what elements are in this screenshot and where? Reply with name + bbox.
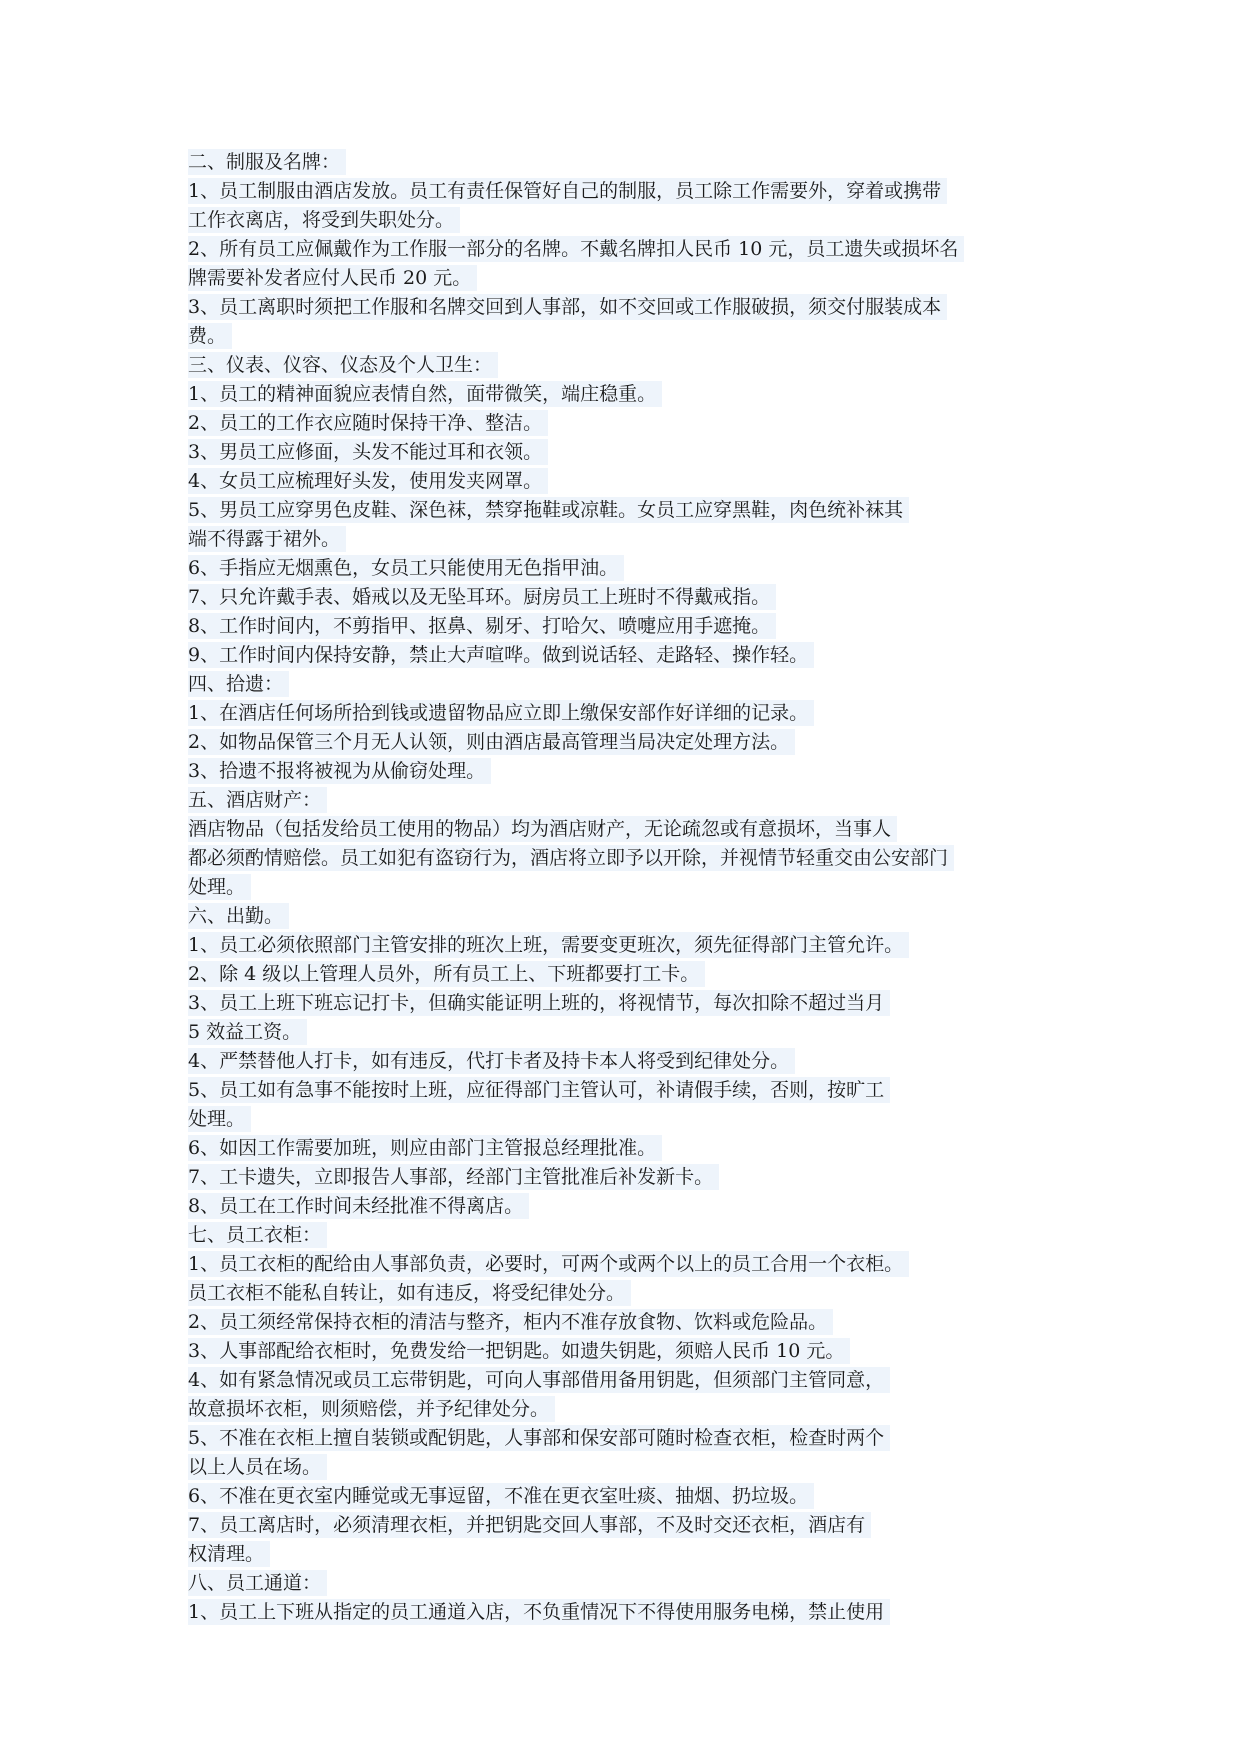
- text-line-content: 员工衣柜不能私自转让，如有违反，将受纪律处分。: [188, 1280, 631, 1306]
- text-line: [188, 206, 1068, 235]
- text-line-content: 5 效益工资。: [188, 1019, 307, 1045]
- text-line: [188, 1540, 1068, 1569]
- text-line: [188, 1047, 1068, 1076]
- text-line-content: 1、员工衣柜的配给由人事部负责，必要时，可两个或两个以上的员工合用一个衣柜。: [188, 1251, 909, 1277]
- text-line: [188, 786, 1068, 815]
- text-line-content: 9、工作时间内保持安静，禁止大声喧哗。做到说话轻、走路轻、操作轻。: [188, 642, 814, 668]
- text-line-content: 6、手指应无烟熏色，女员工只能使用无色指甲油。: [188, 555, 624, 581]
- text-line: [188, 293, 1068, 322]
- text-line-content: 处理。: [188, 874, 251, 900]
- text-line-content: 8、工作时间内，不剪指甲、抠鼻、剔牙、打哈欠、喷嚏应用手遮掩。: [188, 613, 776, 639]
- text-line-content: 7、工卡遗失，立即报告人事部，经部门主管批准后补发新卡。: [188, 1164, 719, 1190]
- text-line: [188, 1250, 1068, 1279]
- text-line-content: 2、除 4 级以上管理人员外，所有员工上、下班都要打工卡。: [188, 961, 705, 987]
- text-line: [188, 177, 1068, 206]
- text-line: [188, 1366, 1068, 1395]
- text-line-content: 2、所有员工应佩戴作为工作服一部分的名牌。不戴名牌扣人民币 10 元，员工遗失或损坏名: [188, 236, 964, 262]
- text-line-content: 七、员工衣柜：: [188, 1222, 327, 1248]
- text-line-content: 处理。: [188, 1106, 251, 1132]
- text-line: [188, 670, 1068, 699]
- text-line: [188, 757, 1068, 786]
- text-line-content: 3、男员工应修面，头发不能过耳和衣领。: [188, 439, 548, 465]
- text-line-content: 四、拾遗：: [188, 671, 289, 697]
- text-line: [188, 554, 1068, 583]
- text-line-content: 牌需要补发者应付人民币 20 元。: [188, 265, 477, 291]
- text-line: [188, 235, 1068, 264]
- text-line: [188, 931, 1068, 960]
- text-line: [188, 699, 1068, 728]
- text-line-content: 2、员工的工作衣应随时保持干净、整洁。: [188, 410, 548, 436]
- text-line-content: 都必须酌情赔偿。员工如犯有盗窃行为，酒店将立即予以开除，并视情节轻重交由公安部门: [188, 845, 954, 871]
- text-line-content: 1、员工制服由酒店发放。员工有责任保管好自己的制服，员工除工作需要外，穿着或携带: [188, 178, 947, 204]
- text-line-content: 权清理。: [188, 1541, 270, 1567]
- text-line-content: 故意损坏衣柜，则须赔偿，并予纪律处分。: [188, 1396, 555, 1422]
- text-line-content: 以上人员在场。: [188, 1454, 327, 1480]
- text-line: [188, 1308, 1068, 1337]
- text-line-content: 2、员工须经常保持衣柜的清洁与整齐，柜内不准存放食物、饮料或危险品。: [188, 1309, 833, 1335]
- text-line: [188, 525, 1068, 554]
- text-line-content: 5、不准在衣柜上擅自装锁或配钥匙，人事部和保安部可随时检查衣柜，检查时两个: [188, 1425, 890, 1451]
- text-line: [188, 1482, 1068, 1511]
- text-line-content: 1、员工的精神面貌应表情自然，面带微笑，端庄稳重。: [188, 381, 662, 407]
- text-line: [188, 960, 1068, 989]
- text-line: [188, 1511, 1068, 1540]
- text-line-content: 5、员工如有急事不能按时上班，应征得部门主管认可，补请假手续，否则，按旷工: [188, 1077, 890, 1103]
- text-line: [188, 1453, 1068, 1482]
- text-line-content: 三、仪表、仪容、仪态及个人卫生：: [188, 352, 498, 378]
- text-line: [188, 148, 1068, 177]
- text-line-content: 3、人事部配给衣柜时，免费发给一把钥匙。如遗失钥匙，须赔人民币 10 元。: [188, 1338, 850, 1364]
- text-line: [188, 1076, 1068, 1105]
- text-line: [188, 1598, 1068, 1627]
- text-line: [188, 1192, 1068, 1221]
- text-line: [188, 815, 1068, 844]
- text-line-content: 7、只允许戴手表、婚戒以及无坠耳环。厨房员工上班时不得戴戒指。: [188, 584, 776, 610]
- text-line-content: 7、员工离店时，必须清理衣柜，并把钥匙交回人事部，不及时交还衣柜，酒店有: [188, 1512, 871, 1538]
- text-line-content: 8、员工在工作时间未经批准不得离店。: [188, 1193, 529, 1219]
- text-line: [188, 1424, 1068, 1453]
- text-line: [188, 1279, 1068, 1308]
- text-line-content: 2、如物品保管三个月无人认领，则由酒店最高管理当局决定处理方法。: [188, 729, 795, 755]
- text-line: [188, 1105, 1068, 1134]
- text-line-content: 费。: [188, 323, 232, 349]
- text-line-content: 六、出勤。: [188, 903, 289, 929]
- text-line: [188, 844, 1068, 873]
- text-line: [188, 1163, 1068, 1192]
- text-line: [188, 438, 1068, 467]
- text-line: [188, 873, 1068, 902]
- text-line: [188, 1018, 1068, 1047]
- text-line: [188, 583, 1068, 612]
- text-line: [188, 1395, 1068, 1424]
- text-line-content: 1、员工上下班从指定的员工通道入店，不负重情况下不得使用服务电梯，禁止使用: [188, 1599, 890, 1625]
- text-line-content: 端不得露于裙外。: [188, 526, 346, 552]
- text-line-content: 4、如有紧急情况或员工忘带钥匙，可向人事部借用备用钥匙，但须部门主管同意，: [188, 1367, 890, 1393]
- text-line-content: 二、制服及名牌：: [188, 149, 346, 175]
- text-line-content: 6、如因工作需要加班，则应由部门主管报总经理批准。: [188, 1135, 662, 1161]
- text-line: [188, 1569, 1068, 1598]
- text-line: [188, 380, 1068, 409]
- text-line-content: 酒店物品（包括发给员工使用的物品）均为酒店财产，无论疏忽或有意损坏，当事人: [188, 816, 897, 842]
- text-line: [188, 612, 1068, 641]
- text-line-content: 3、员工离职时须把工作服和名牌交回到人事部，如不交回或工作服破损，须交付服装成本: [188, 294, 947, 320]
- text-line-content: 八、员工通道：: [188, 1570, 327, 1596]
- text-line-content: 3、拾遗不报将被视为从偷窃处理。: [188, 758, 491, 784]
- text-line: [188, 264, 1068, 293]
- text-line-content: 4、女员工应梳理好头发，使用发夹网罩。: [188, 468, 548, 494]
- text-line: [188, 496, 1068, 525]
- text-line: [188, 728, 1068, 757]
- text-line: [188, 351, 1068, 380]
- text-line: [188, 989, 1068, 1018]
- text-line-content: 1、员工必须依照部门主管安排的班次上班，需要变更班次，须先征得部门主管允许。: [188, 932, 909, 958]
- text-line: [188, 1134, 1068, 1163]
- text-line: [188, 641, 1068, 670]
- text-line-content: 3、员工上班下班忘记打卡，但确实能证明上班的，将视情节，每次扣除不超过当月: [188, 990, 890, 1016]
- text-line-content: 6、不准在更衣室内睡觉或无事逗留，不准在更衣室吐痰、抽烟、扔垃圾。: [188, 1483, 814, 1509]
- text-line: [188, 1337, 1068, 1366]
- text-line: [188, 1221, 1068, 1250]
- text-line-content: 五、酒店财产：: [188, 787, 327, 813]
- text-line: [188, 409, 1068, 438]
- text-line: [188, 467, 1068, 496]
- text-line-content: 1、在酒店任何场所拾到钱或遗留物品应立即上缴保安部作好详细的记录。: [188, 700, 814, 726]
- text-line-content: 4、严禁替他人打卡，如有违反，代打卡者及持卡本人将受到纪律处分。: [188, 1048, 795, 1074]
- document-body: [188, 148, 1068, 1627]
- text-line: [188, 902, 1068, 931]
- text-line: [188, 322, 1068, 351]
- text-line-content: 5、男员工应穿男色皮鞋、深色袜，禁穿拖鞋或凉鞋。女员工应穿黑鞋，肉色统补袜其: [188, 497, 909, 523]
- text-line-content: 工作衣离店，将受到失职处分。: [188, 207, 460, 233]
